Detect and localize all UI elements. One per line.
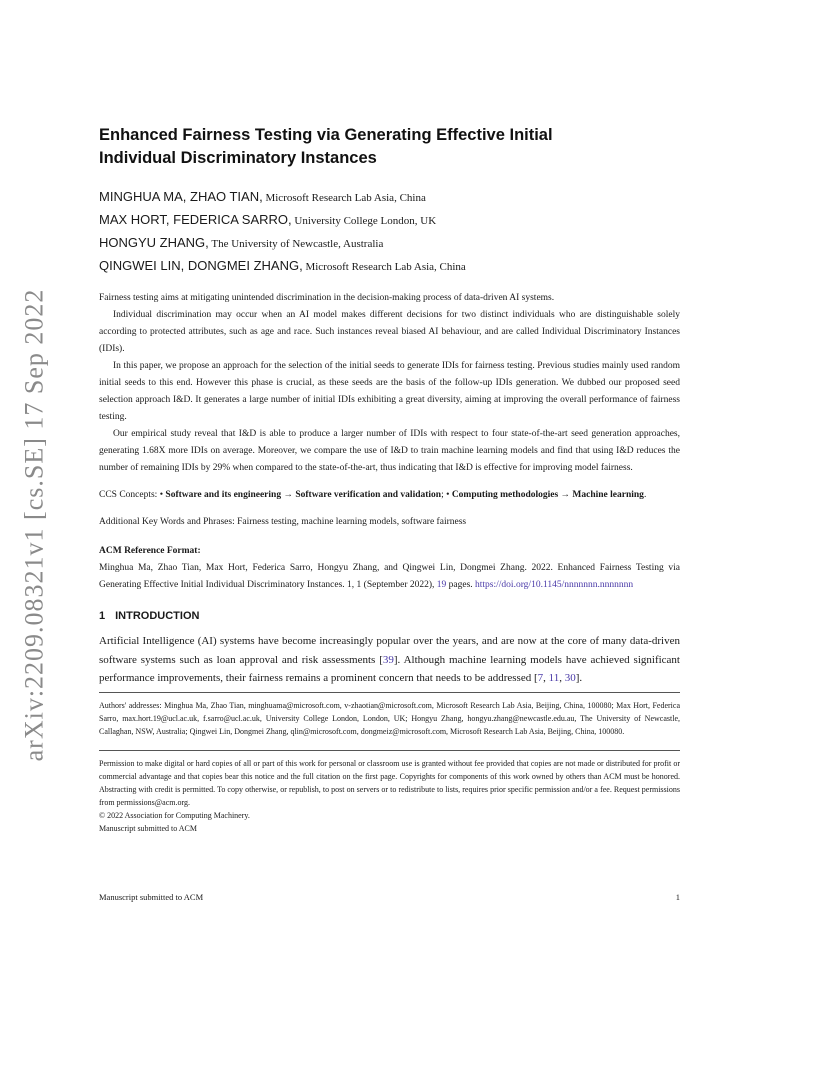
keywords: Additional Key Words and Phrases: Fairness testing, machine learning models, software fairness (99, 517, 467, 527)
author-names: MAX HORT, FEDERICA SARRO, (99, 212, 292, 227)
intro-text: Artificial Intelligence (AI) systems have become increasingly popular over the years, and are now at the core of many data-driven software systems such as loan approval and risk assessments [ (99, 635, 680, 666)
ccs-concept-3: Computing methodologies (451, 490, 559, 500)
author-line (99, 255, 680, 278)
permission-notice: Permission to make digital or hard copies of all or part of this work for personal or classroom use is granted without fee provided that copies are not made or distributed for profit or commercial advantage and that copies bear this notice and the full citation on the first page. Copyrights for components of this work owned by others than ACM must be honored. Abstracting with credit is permitted. To copy otherwise, or republish, to post on servers or to redistribute to lists, requires prior specific permission and/or a fee. Request permissions from permissions@acm.org. (99, 758, 680, 807)
title-line-2: Individual Discriminatory Instances (99, 149, 377, 167)
ccs-concept-4: Machine learning (572, 490, 644, 500)
title-line-1: Enhanced Fairness Testing via Generating Effective Initial (99, 126, 553, 144)
citation-link[interactable]: 7 (537, 672, 544, 684)
ccs-concept-1: Software and its engineering (165, 490, 282, 500)
authors-addresses: Authors' addresses: Minghua Ma, Zhao Tian, minghuama@microsoft.com, v-zhaotian@microsoft.com, Microsoft Research Lab Asia, Beijing, China, 100080; Max Hort, Federica Sarro, max.hort.19@ucl.ac.uk, f.sarro@ucl.ac.uk, University College London, London, UK; Hongyu Zhang, hongyu.zhang@newcastle.edu.au, The University of Newcastle, Callaghan, NSW, Australia; Qingwei Lin, Dongmei Zhang, qlin@microsoft.com, dongmeiz@microsoft.com, Microsoft Research Lab Asia, Beijing, China, 100080. (99, 700, 680, 736)
ccs-arrow: → (281, 490, 296, 500)
paper-title (99, 124, 680, 170)
abstract-paragraph-2: Individual discrimination may occur when an AI model makes different decisions for two distinct individuals who are distinguishable solely according to protected attributes, such as age and race. Such instances reveal biased AI behaviour, and are called Individual Discriminatory Instances (IDIs). (99, 310, 680, 354)
ccs-prefix: CCS Concepts: • (99, 490, 164, 500)
author-affiliation: Microsoft Research Lab Asia, China (305, 261, 466, 273)
intro-text: ]. (575, 672, 583, 684)
author-affiliation: University College London, UK (294, 215, 437, 227)
copyright: © 2022 Association for Computing Machinery. (99, 810, 250, 820)
author-line (99, 186, 680, 209)
intro-text: ]. Although machine learning models have achieved significant performance improvements, their fairness remains a prominent concern that needs to be addressed [ (99, 653, 680, 684)
abstract (99, 290, 680, 477)
section-title: INTRODUCTION (115, 610, 200, 622)
author-block (99, 186, 680, 278)
intro-text: , (543, 672, 549, 684)
footnote-divider (99, 692, 680, 693)
acm-ref-body: Minghua Ma, Zhao Tian, Max Hort, Federica Sarro, Hongyu Zhang, and Qingwei Lin, Dongmei Zhang. 2022. Enhanced Fairness Testing via Generating Effective Initial Individual Discriminatory Instances. 1, 1 (September 2022), (99, 563, 680, 590)
section-number: 1 (99, 610, 106, 622)
ccs-end: . (643, 490, 647, 500)
arxiv-id: arXiv:2209.08321v1 [cs.SE] 17 Sep 2022 (19, 288, 48, 762)
author-line (99, 232, 680, 255)
manuscript-note: Manuscript submitted to ACM (99, 823, 197, 833)
author-line (99, 209, 680, 232)
footer-left: Manuscript submitted to ACM (99, 892, 204, 902)
ccs-arrow: → (558, 490, 573, 500)
ccs-concepts (99, 487, 680, 504)
author-names: QINGWEI LIN, DONGMEI ZHANG, (99, 258, 303, 273)
intro-paragraph (99, 632, 680, 688)
author-names: MINGHUA MA, ZHAO TIAN, (99, 189, 263, 204)
ccs-separator: ; • (441, 490, 450, 500)
abstract-paragraph-3: In this paper, we propose an approach for the selection of the initial seeds to generate IDIs for fairness testing. Previous studies mainly used random initial seeds to this end. However this phase is crucial, as these seeds are the basis of the follow-up IDIs generation. We dubbed our proposed seed selection approach I&D. It generates a large number of initial IDIs exhibiting a great diversity, aiming at improving the overall performance of fairness testing. (99, 361, 680, 422)
citation-link[interactable]: 30 (564, 672, 576, 684)
author-affiliation: Microsoft Research Lab Asia, China (265, 192, 426, 204)
abstract-paragraph-1: Fairness testing aims at mitigating unintended discrimination in the decision-making process of data-driven AI systems. (99, 293, 555, 303)
arxiv-stamp (6, 290, 62, 760)
acm-ref-heading: ACM Reference Format: (99, 546, 201, 556)
intro-text: , (559, 672, 565, 684)
abstract-paragraph-4: Our empirical study reveal that I&D is able to produce a larger number of IDIs with respect to four state-of-the-art seed generation approaches, generating 1.68X more IDIs on average. Moreover, we compare the use of I&D to train machine learning models and find that using I&D reduces the number of remaining IDIs by 29% when compared to the state-of-the-art, thus indicating that I&D is effective for improving model fairness. (99, 429, 680, 473)
ccs-concept-2: Software verification and validation (295, 490, 442, 500)
citation-link[interactable]: 39 (382, 653, 394, 666)
section-heading (99, 608, 680, 624)
author-affiliation: The University of Newcastle, Australia (211, 238, 384, 250)
doi-link[interactable]: https://doi.org/10.1145/nnnnnnn.nnnnnnn (475, 580, 634, 590)
paper-page (99, 124, 680, 835)
page-number: 1 (675, 892, 680, 902)
citation-link[interactable]: 11 (548, 672, 560, 684)
page-footer (99, 892, 680, 902)
acm-ref-text (99, 560, 680, 594)
pages-link[interactable]: 19 (436, 580, 447, 590)
pages-suffix: pages. (446, 580, 476, 590)
permission-divider (99, 750, 680, 751)
author-names: HONGYU ZHANG, (99, 235, 209, 250)
